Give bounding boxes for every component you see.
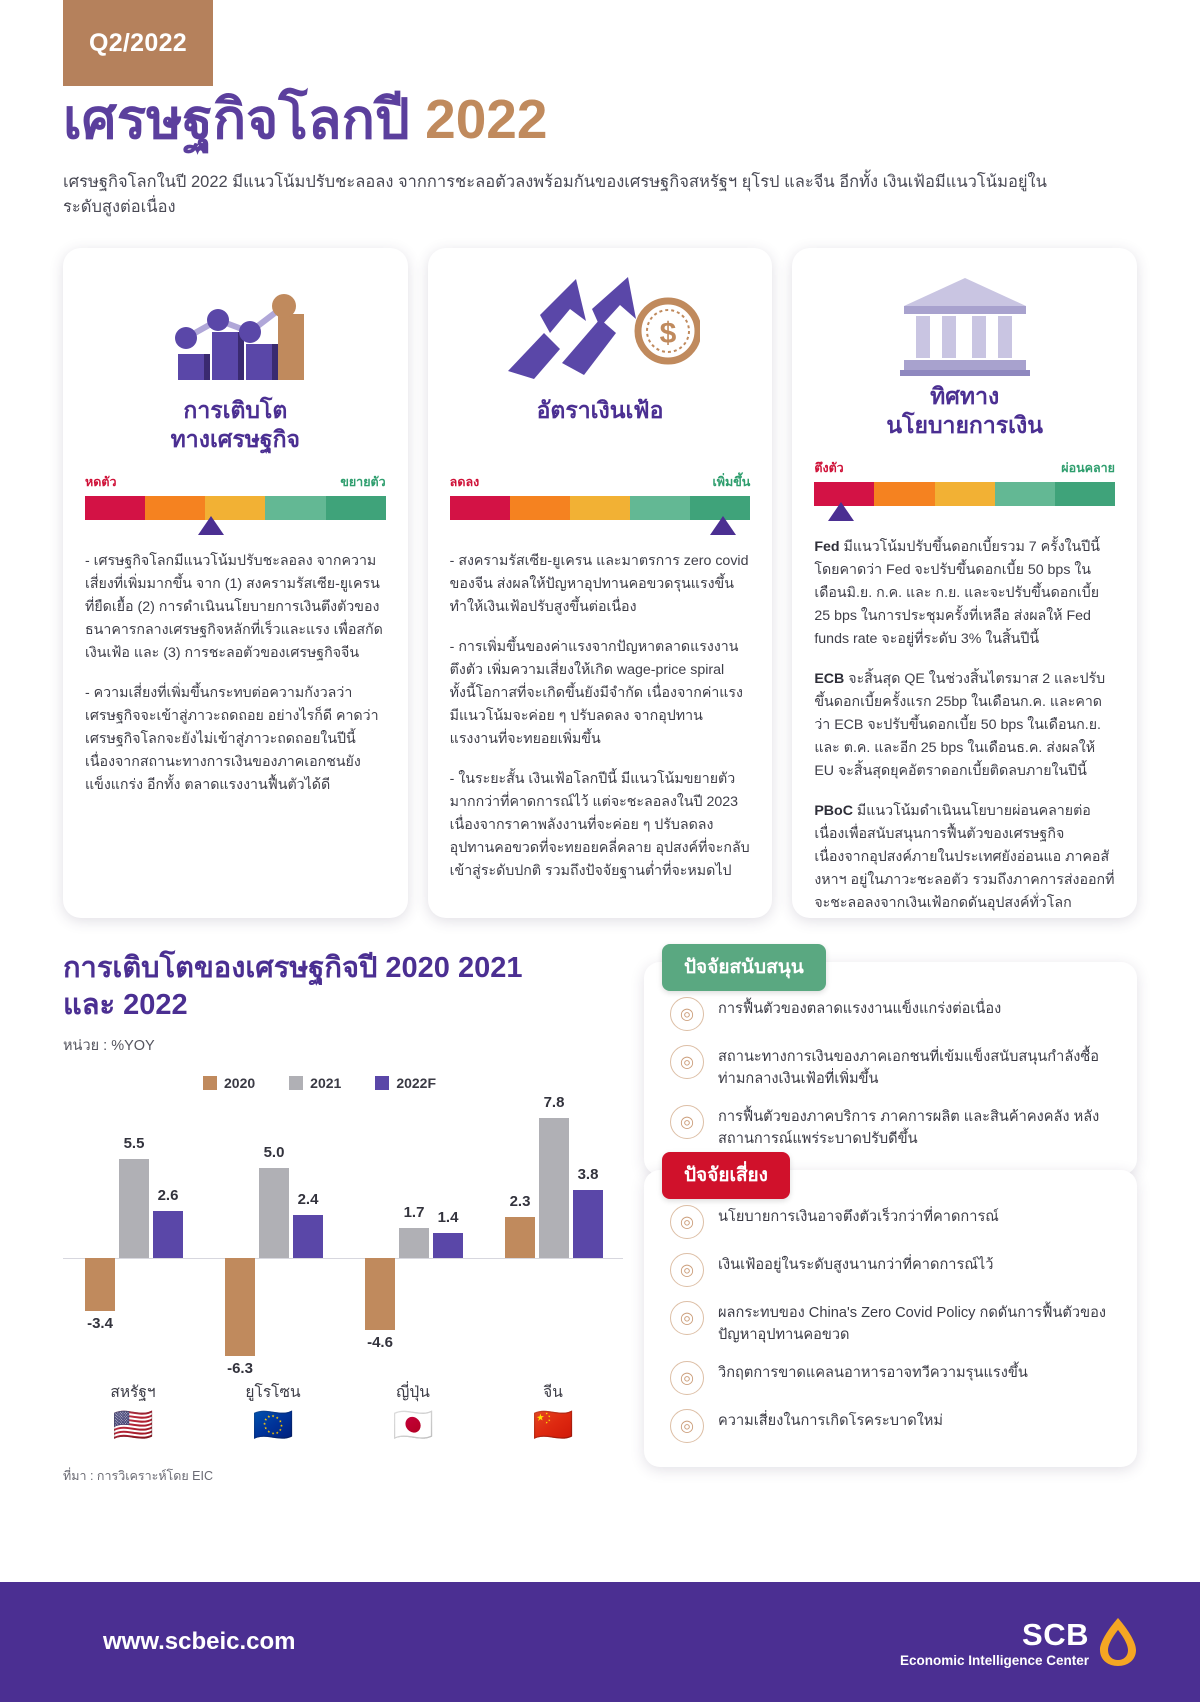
chart-bar-rect xyxy=(225,1258,255,1356)
card-title-monetary-policy xyxy=(814,382,1115,444)
chart-x-category-label: จีน xyxy=(543,1384,563,1402)
chart-x-category xyxy=(63,1379,203,1445)
card-paragraph: - สงครามรัสเซีย-ยูเครน และมาตรการ zero covid ของจีน ส่งผลให้ปัญหาอุปทานคอขวดรุนแรงขึ้น ทำให้เงินเฟ้อปรับสูงขึ้นต่อเนื่อง xyxy=(449,553,749,615)
chart-bar-value-label: 2.6 xyxy=(157,1187,179,1205)
chart-x-category xyxy=(203,1379,343,1445)
food-shortage-icon: ◎ xyxy=(670,1361,704,1395)
chart-bar-value-label: -3.4 xyxy=(87,1315,113,1333)
scb-eic-logo xyxy=(900,1616,1138,1668)
hand-dollar-icon: ◎ xyxy=(670,1253,704,1287)
factor-list-item-text: ความเสี่ยงในการเกิดโรคระบาดใหม่ xyxy=(718,1412,944,1429)
factor-list-item xyxy=(670,1104,1111,1151)
page-footer xyxy=(0,1582,1200,1702)
country-flag-icon: 🇺🇸 xyxy=(112,1406,154,1444)
factor-list-item xyxy=(670,1360,1111,1395)
chart-bar-rect xyxy=(259,1168,289,1258)
policy-meter-low-label: ตึงตัว xyxy=(814,461,844,475)
chart-bar-value-label: -6.3 xyxy=(227,1360,253,1378)
brand-subtitle: Economic Intelligence Center xyxy=(899,1653,1089,1668)
chart-legend-swatch xyxy=(289,1076,303,1090)
policy-meter-high-label: ผ่อนคลาย xyxy=(1061,461,1116,475)
chart-x-category-label: ญี่ปุ่น xyxy=(396,1384,430,1402)
inflation-meter-pointer xyxy=(710,516,736,535)
chart-x-category-label: ยูโรโซน xyxy=(245,1384,301,1402)
bar-chart-line-icon xyxy=(85,272,386,390)
growth-meter-low-label: หดตัว xyxy=(85,475,117,489)
quarter-badge xyxy=(63,0,213,86)
chart-x-axis xyxy=(63,1379,623,1445)
card-paragraph: - ความเสี่ยงที่เพิ่มขึ้นกระทบต่อความกังวลว่าเศรษฐกิจจะเข้าสู่ภาวะถดถอย อย่างไรก็ดี คาดว่าเศรษฐกิจโลกจะยังไม่เข้าสู่ภาวะถดถอยในปีนี้ เนื่องจากสถานะทางการเงินของภาคเอกชนยังแข็งแกร่ง อีกทั้ง ตลาดแรงงานฟื้นตัวได้ดี xyxy=(85,685,379,793)
card-paragraph: - การเพิ่มขึ้นของค่าแรงจากปัญหาตลาดแรงงานตึงตัว เพิ่มความเสี่ยงให้เกิด wage-price spiral ทั้งนี้โอกาสที่จะเกิดขึ้นยังมีจำกัด เนื่องจากค่าแรงมีแนวโน้มจะค่อย ๆ ปรับลดลง จากอุปทานแรงงานที่จะทยอยเพิ่มขึ้น xyxy=(449,639,743,747)
chart-bar-group xyxy=(203,1103,343,1378)
chart-legend-item xyxy=(289,1075,341,1091)
website-link[interactable]: www.scbeic.com xyxy=(103,1628,296,1655)
factor-list-item-text: นโยบายการเงินอาจตึงตัวเร็วกว่าที่คาดการณ์ xyxy=(718,1209,999,1225)
card-paragraph: - เศรษฐกิจโลกมีแนวโน้มปรับชะลอลง จากความเสี่ยงที่เพิ่มมากขึ้น จาก (1) สงครามรัสเซีย-ยูเครนที่ยืดเยื้อ (2) การดำเนินนโยบายการเงินตึงตัวของธนาคารกลางเศรษฐกิจหลักที่เร็วและแรง เพื่อสกัดเงินเฟ้อ และ (3) การชะลอตัวของเศรษฐกิจจีน xyxy=(85,553,383,661)
factor-list-item-text: การฟื้นตัวของตลาดแรงงานแข็งแกร่งต่อเนื่อง xyxy=(718,1001,1002,1017)
policy-meter-pointer xyxy=(828,502,854,521)
chart-bar-rect xyxy=(505,1217,535,1258)
inflation-meter-bar xyxy=(450,496,751,520)
factor-list-item-text: ผลกระทบของ China's Zero Covid Policy กดดันการฟื้นตัวของปัญหาอุปทานคอขวด xyxy=(718,1305,1106,1343)
factor-list-item-text: การฟื้นตัวของภาคบริการ ภาคการผลิต และสินค้าคงคลัง หลังสถานการณ์แพร่ระบาดปรับดีขึ้น xyxy=(718,1108,1100,1147)
country-flag-icon: 🇨🇳 xyxy=(532,1406,574,1444)
support-factors-panel xyxy=(644,957,1137,1175)
country-flag-icon: 🇯🇵 xyxy=(392,1406,434,1444)
card-title-line2: ทางเศรษฐกิจ xyxy=(170,425,301,452)
card-inflation xyxy=(428,248,773,918)
chart-bar-rect xyxy=(433,1233,463,1258)
inflation-meter-high-label: เพิ่มขึ้น xyxy=(712,475,751,489)
factor-list-item-text: สถานะทางการเงินของภาคเอกชนที่เข้มแข็งสนับสนุนกำลังซื้อท่ามกลางเงินเฟ้อที่เพิ่มขึ้น xyxy=(718,1049,1100,1087)
page-title xyxy=(63,88,547,151)
chart-bar-value-label: 5.5 xyxy=(123,1135,145,1153)
chart-legend-label: 2020 xyxy=(224,1075,256,1092)
factor-list-item xyxy=(670,1204,1111,1239)
card-title-line1: ทิศทาง xyxy=(930,383,1000,409)
card-title-line2: นโยบายการเงิน xyxy=(886,411,1043,438)
chart-bar-rect xyxy=(573,1190,603,1258)
chart-source: ที่มา : การวิเคราะห์โดย EIC xyxy=(63,1469,214,1483)
scb-flame-icon xyxy=(1098,1616,1138,1668)
chart-legend-item xyxy=(203,1075,255,1091)
chart-plot-area xyxy=(63,1093,623,1378)
virus-mask-icon: ◎ xyxy=(670,1301,704,1335)
policy-meter-bar xyxy=(814,482,1115,506)
factor-list-item xyxy=(670,1408,1111,1443)
svg-text:$: $ xyxy=(659,317,677,350)
chart-bar-rect xyxy=(365,1258,395,1329)
card-body-inflation xyxy=(450,550,751,883)
risk-factors-list xyxy=(670,1204,1111,1443)
card-title-line1: อัตราเงินเฟ้อ xyxy=(536,397,664,423)
card-body-economic-growth xyxy=(85,550,386,797)
chart-legend-label: 2022F xyxy=(396,1075,437,1092)
growth-meter-high-label: ขยายตัว xyxy=(340,475,386,489)
page-title-text: เศรษฐกิจโลกปี xyxy=(63,88,426,150)
country-flag-icon: 🇪🇺 xyxy=(252,1406,294,1444)
page-title-year: 2022 xyxy=(425,88,548,150)
card-paragraph: Fed มีแนวโน้มปรับขึ้นดอกเบี้ยรวม 7 ครั้งในปีนี้ โดยคาดว่า Fed จะปรับขึ้นดอกเบี้ย 50 bps ในเดือนมิ.ย. ก.ค. และ ก.ย. และจะปรับขึ้นดอกเบี้ย 25 bps ในการประชุมครั้งที่เหลือ ส่งผลให้ Fed funds rate จะอยู่ที่ระดับ 3% ในสิ้นปีนี้ xyxy=(814,539,1100,647)
chart-legend-swatch xyxy=(203,1076,217,1090)
factor-list-item-text: วิกฤตการขาดแคลนอาหารอาจทวีความรุนแรงขึ้น xyxy=(718,1364,1028,1381)
brand-name: SCB xyxy=(1022,1617,1089,1652)
chart-bar-rect xyxy=(293,1215,323,1258)
topic-cards xyxy=(63,248,1137,918)
growth-meter xyxy=(85,472,386,520)
chart-bar-value-label: 3.8 xyxy=(577,1165,599,1183)
chart-bar-group xyxy=(483,1093,623,1373)
growth-chart xyxy=(63,950,623,1445)
growth-meter-bar xyxy=(85,496,386,520)
chart-bar-value-label: 5.0 xyxy=(263,1144,285,1162)
card-title-line1: การเติบโต xyxy=(183,397,288,423)
card-paragraph: ECB จะสิ้นสุด QE ในช่วงสิ้นไตรมาส 2 และปรับขึ้นดอกเบี้ยครั้งแรก 25bp ในเดือนก.ค. และคาดว่า ECB จะปรับขึ้นดอกเบี้ย 50 bps ในเดือนก.ย. และ ต.ค. และอีก 25 bps ในเดือนธ.ค. ส่งผลให้ EU จะสิ้นสุดยุคอัตราดอกเบี้ยติดลบภายในปีนี้ xyxy=(814,671,1106,779)
chart-x-category xyxy=(343,1379,483,1445)
chart-unit-label: หน่วย : %YOY xyxy=(63,1038,155,1055)
support-factors-list xyxy=(670,996,1111,1151)
chart-title xyxy=(63,950,623,1024)
chart-x-category-label: สหรัฐฯ xyxy=(110,1384,156,1402)
chart-title-line1: การเติบโตของเศรษฐกิจปี 2020 2021 xyxy=(63,952,523,984)
card-title-economic-growth xyxy=(85,396,386,458)
risk-factors-tab: ปัจจัยเสี่ยง xyxy=(662,1152,790,1199)
card-paragraph: PBoC มีแนวโน้มดำเนินนโยบายผ่อนคลายต่อเนื่องเพื่อสนับสนุนการฟื้นตัวของเศรษฐกิจ เนื่องจากอุปสงค์ภายในประเทศยังอ่อนแอ ภาคอสังหาฯ อยู่ในภาวะชะลอตัว รวมถึงภาคการส่งออกที่จะชะลอลงจากเงินเฟ้อกดดันอุปสงค์ทั่วโลก xyxy=(814,803,1115,911)
chart-legend-swatch xyxy=(375,1076,389,1090)
virus-outbreak-icon: ◎ xyxy=(670,1409,704,1443)
factory-box-icon: ◎ xyxy=(670,1105,704,1139)
factor-list-item xyxy=(670,996,1111,1031)
chart-legend-label: 2021 xyxy=(310,1075,342,1092)
inflation-arrow-dollar-icon xyxy=(450,272,751,390)
chart-bar-rect xyxy=(399,1228,429,1259)
chart-bar-value-label: -4.6 xyxy=(367,1333,393,1351)
chart-bar-rect xyxy=(119,1159,149,1258)
chart-bar-rect xyxy=(539,1118,569,1259)
factor-list-item xyxy=(670,1044,1111,1091)
chart-bar-value-label: 2.4 xyxy=(297,1190,319,1208)
chart-bar-value-label: 1.7 xyxy=(403,1203,425,1221)
chart-bar-group xyxy=(343,1103,483,1373)
chart-bar-rect xyxy=(153,1211,183,1258)
card-body-monetary-policy xyxy=(814,536,1115,915)
support-factors-tab: ปัจจัยสนับสนุน xyxy=(662,944,826,991)
chart-bar-value-label: 1.4 xyxy=(437,1208,459,1226)
chart-bar-rect xyxy=(85,1258,115,1311)
growth-meter-pointer xyxy=(198,516,224,535)
factor-list-item-text: เงินเฟ้ออยู่ในระดับสูงนานกว่าที่คาดการณ์ไว้ xyxy=(718,1257,994,1273)
policy-meter xyxy=(814,458,1115,506)
risk-factors-panel xyxy=(644,1165,1137,1467)
money-stack-icon: ◎ xyxy=(670,1205,704,1239)
card-title-inflation xyxy=(450,396,751,458)
chart-bar-value-label: 2.3 xyxy=(509,1192,531,1210)
factor-list-item xyxy=(670,1252,1111,1287)
card-economic-growth xyxy=(63,248,408,918)
hand-coin-icon: ◎ xyxy=(670,1045,704,1079)
chart-legend-item xyxy=(375,1075,436,1091)
bank-building-icon xyxy=(814,272,1115,376)
card-monetary-policy xyxy=(792,248,1137,918)
chart-title-line2: และ 2022 xyxy=(63,989,188,1022)
inflation-meter xyxy=(450,472,751,520)
chart-x-category xyxy=(483,1379,623,1445)
quarter-badge-label: Q2/2022 xyxy=(88,28,187,57)
chart-bar-value-label: 7.8 xyxy=(543,1093,565,1111)
page-subtitle: เศรษฐกิจโลกในปี 2022 มีแนวโน้มปรับชะลอลง จากการชะลอตัวลงพร้อมกันของเศรษฐกิจสหรัฐฯ ยุโรป และจีน อีกทั้ง เงินเฟ้อมีแนวโน้มอยู่ในระดับสูงต่อเนื่อง xyxy=(63,173,1047,217)
people-recovery-icon: ◎ xyxy=(670,997,704,1031)
chart-bar-groups xyxy=(63,1093,623,1378)
inflation-meter-low-label: ลดลง xyxy=(449,475,480,489)
factor-list-item xyxy=(670,1300,1111,1347)
chart-legend xyxy=(203,1075,623,1091)
card-paragraph: - ในระยะสั้น เงินเฟ้อโลกปีนี้ มีแนวโน้มขยายตัวมากกว่าที่คาดการณ์ไว้ แต่จะชะลอลงในปี 2023 เนื่องจากราคาพลังงานที่จะค่อย ๆ ปรับลดลง อุปทานคอขวดที่จะทยอยคลี่คลาย อุปสงค์ที่จะกลับเข้าสู่ระดับปกติ รวมถึงปัจจัยฐานต่ำที่จะหมดไป xyxy=(449,771,750,879)
chart-bar-group xyxy=(63,1103,203,1373)
